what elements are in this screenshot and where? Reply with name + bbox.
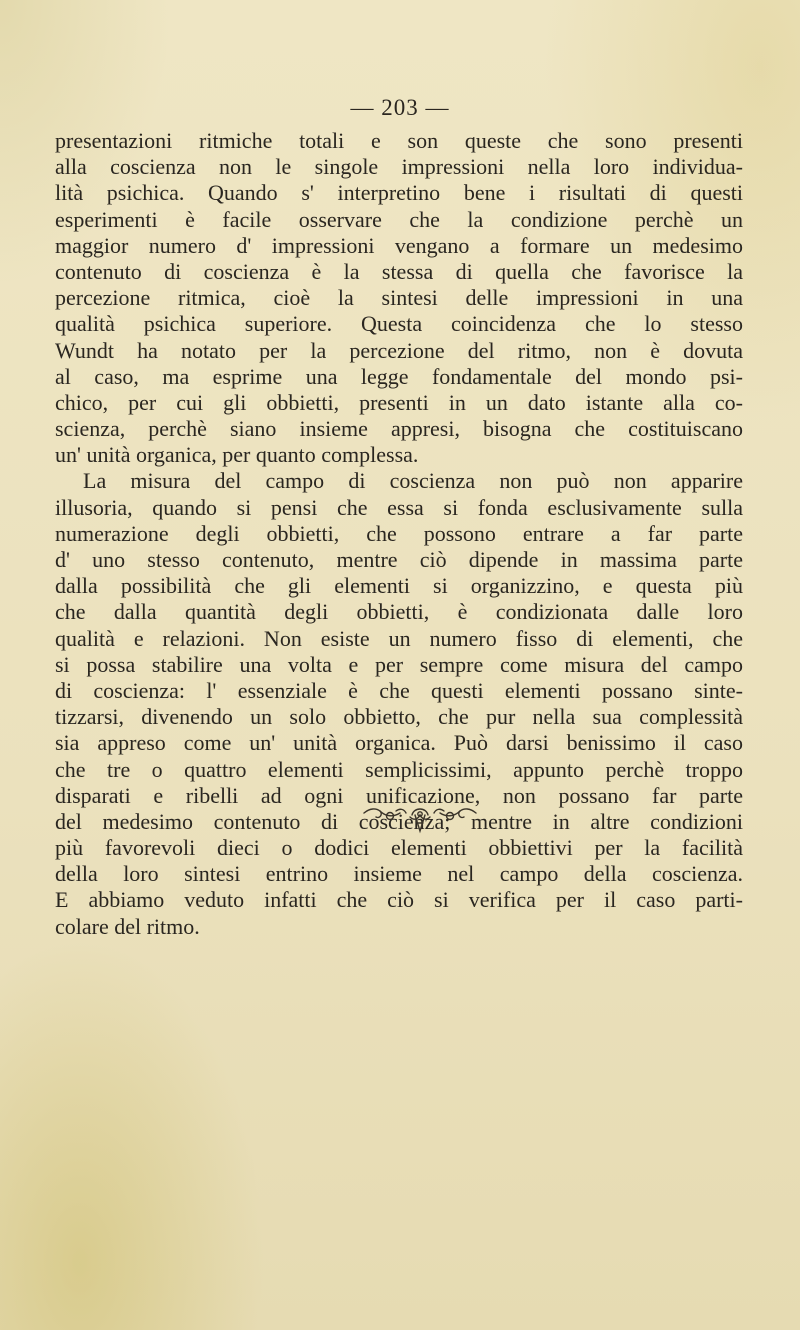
text-line: esperimenti è facile osservare che la condizione perchè un <box>55 206 743 232</box>
text-line: alla coscienza non le singole impressioni nella loro individua- <box>55 154 743 180</box>
text-line: colare del ritmo. <box>55 913 200 939</box>
text-line: dalla possibilità che gli elementi si organizzino, e questa più <box>55 573 743 599</box>
text-line: d' uno stesso contenuto, mentre ciò dipende in massima parte <box>55 547 743 572</box>
text-line: presentazioni ritmiche totali e son queste che sono presenti <box>55 128 743 153</box>
text-line: scienza, perchè siano insieme appresi, bisogna che costituiscano <box>55 416 743 442</box>
text-line: che dalla quantità degli obbietti, è condizionata dalle loro <box>55 599 743 625</box>
text-line: della loro sintesi entrino insieme nel campo della coscienza. <box>55 861 743 887</box>
paragraph-1 <box>55 128 743 468</box>
floral-tailpiece-icon <box>360 805 480 843</box>
text-line: percezione ritmica, cioè la sintesi delle impressioni in una <box>55 285 743 311</box>
text-line: numerazione degli obbietti, che possono entrare a far parte <box>55 520 743 546</box>
text-line: un' unità organica, per quanto complessa. <box>55 442 419 468</box>
text-line: qualità e relazioni. Non esiste un numero fisso di elementi, che <box>55 625 743 651</box>
text-line: al caso, ma esprime una legge fondamentale del mondo psi- <box>55 363 743 389</box>
text-line: contenuto di coscienza è la stessa di quella che favorisce la <box>55 258 743 284</box>
text-line: E abbiamo veduto infatti che ciò si verifica per il caso parti- <box>55 887 743 913</box>
text-line: tizzarsi, divenendo un solo obbietto, che pur nella sua complessità <box>55 704 743 730</box>
text-line: del medesimo contenuto di coscienza; mentre in altre condizioni <box>55 808 743 834</box>
text-line: lità psichica. Quando s' interpretino bene i risultati di questi <box>55 180 743 206</box>
page-number: — 203 — <box>350 95 450 120</box>
text-line: sia appreso come un' unità organica. Può darsi benissimo il caso <box>55 730 743 756</box>
text-line: che tre o quattro elementi semplicissimi, appunto perchè troppo <box>55 756 743 782</box>
text-line: si possa stabilire una volta e per sempre come misura del campo <box>55 651 743 677</box>
text-line: illusoria, quando si pensi che essa si fonda esclusivamente sulla <box>55 494 743 520</box>
text-line: chico, per cui gli obbietti, presenti in un dato istante alla co- <box>55 389 743 415</box>
text-line: Wundt ha notato per la percezione del ritmo, non è dovuta <box>55 337 743 363</box>
text-line: più favorevoli dieci o dodici elementi obbiettivi per la facilità <box>55 835 743 861</box>
text-line: La misura del campo di coscienza non può non apparire <box>83 468 743 494</box>
text-line: di coscienza: l' essenziale è che questi elementi possano sinte- <box>55 677 743 703</box>
paragraph-2 <box>55 468 743 939</box>
text-line: maggior numero d' impressioni vengano a formare un medesimo <box>55 232 743 258</box>
text-line: qualità psichica superiore. Questa coincidenza che lo stesso <box>55 311 743 337</box>
text-line: disparati e ribelli ad ogni unificazione, non possano far parte <box>55 782 743 808</box>
